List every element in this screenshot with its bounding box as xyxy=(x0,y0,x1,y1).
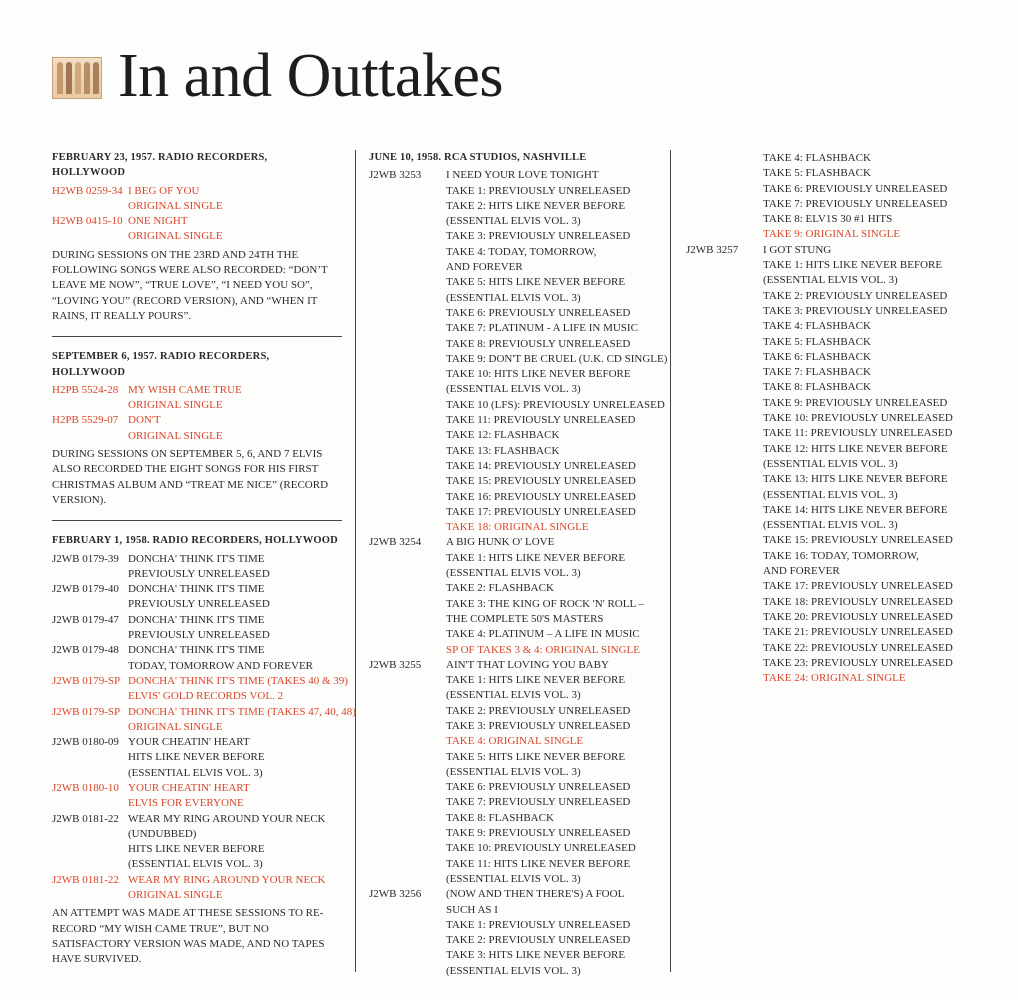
take-line: TAKE 2: HITS LIKE NEVER BEFORE xyxy=(446,199,626,212)
column-3 xyxy=(686,151,1006,686)
take-line: TAKE 11: HITS LIKE NEVER BEFORE xyxy=(446,857,631,870)
song-title: AIN'T THAT LOVING YOU BABY xyxy=(446,658,609,671)
release: ORIGINAL SINGLE xyxy=(128,199,223,212)
take-line: SP OF TAKES 3 & 4: ORIGINAL SINGLE xyxy=(446,643,640,656)
session-heading: JUNE 10, 1958. RCA STUDIOS, NASHVILLE xyxy=(369,152,587,163)
session-note: DURING SESSIONS ON THE 23RD AND 24TH THE FOLLOWING SONGS WERE ALSO RECORDED: “DON’T LEAVE ME NOW”, “TRUE LOVE”, “I NEED YOU SO”, “LOVING YOU” (RECORD VERSION), AND “WHEN IT RAINS, IT REALLY POURS”. xyxy=(52,248,328,322)
matrix-code: J2WB 0179-SP xyxy=(52,705,121,718)
release: (UNDUBBED) xyxy=(128,827,197,840)
take-line: TAKE 12: FLASHBACK xyxy=(446,429,560,442)
take-line: TAKE 3: PREVIOUSLY UNRELEASED xyxy=(446,719,631,732)
section-divider xyxy=(52,336,342,337)
matrix-code: J2WB 0180-10 xyxy=(52,781,119,794)
take-line: TAKE 13: FLASHBACK xyxy=(446,444,560,457)
matrix-code: J2WB 3253 xyxy=(369,169,422,182)
session-note: DURING SESSIONS ON SEPTEMBER 5, 6, AND 7 ELVIS ALSO RECORDED THE EIGHT SONGS FOR HIS FIRST CHRISTMAS ALBUM AND “TREAT ME NICE” (RECORD VERSION). xyxy=(52,448,329,506)
release: ELVIS FOR EVERYONE xyxy=(128,797,244,810)
take-line: TAKE 5: FLASHBACK xyxy=(763,335,871,348)
take-line: TAKE 21: PREVIOUSLY UNRELEASED xyxy=(763,626,953,639)
take-line: TAKE 10 (LFS): PREVIOUSLY UNRELEASED xyxy=(446,398,665,411)
song-title: DONCHA' THINK IT'S TIME (TAKES 47, 40, 48) xyxy=(128,705,356,718)
recording-entry xyxy=(52,582,342,613)
take-line: AND FOREVER xyxy=(763,565,840,578)
release: ORIGINAL SINGLE xyxy=(128,429,223,442)
take-line: (ESSENTIAL ELVIS VOL. 3) xyxy=(763,457,898,470)
recording-entry xyxy=(52,383,342,414)
take-line: TAKE 7: PREVIOUSLY UNRELEASED xyxy=(763,197,948,210)
song-title: ONE NIGHT xyxy=(128,215,188,228)
matrix-code: J2WB 0179-47 xyxy=(52,613,119,626)
song-title: I BEG OF YOU xyxy=(128,184,200,197)
take-line: (ESSENTIAL ELVIS VOL. 3) xyxy=(763,488,898,501)
matrix-code: J2WB 3257 xyxy=(686,243,739,256)
recording-entry xyxy=(52,812,342,873)
recording-entry xyxy=(52,674,348,705)
take-line: TAKE 1: PREVIOUSLY UNRELEASED xyxy=(446,918,631,931)
take-line: TAKE 11: PREVIOUSLY UNRELEASED xyxy=(446,414,636,427)
song-title: I GOT STUNG xyxy=(763,243,832,256)
matrix-code: J2WB 0181-22 xyxy=(52,812,119,825)
take-line: (ESSENTIAL ELVIS VOL. 3) xyxy=(446,215,581,228)
song-title: MY WISH CAME TRUE xyxy=(128,383,242,396)
take-line: TAKE 5: HITS LIKE NEVER BEFORE xyxy=(446,276,626,289)
take-line: TAKE 1: PREVIOUSLY UNRELEASED xyxy=(446,184,631,197)
take-line: TAKE 12: HITS LIKE NEVER BEFORE xyxy=(763,442,948,455)
take-line: TAKE 6: PREVIOUSLY UNRELEASED xyxy=(446,781,631,794)
recording-entry xyxy=(52,735,342,781)
take-line: TAKE 9: PREVIOUSLY UNRELEASED xyxy=(446,827,631,840)
take-line: TAKE 6: PREVIOUSLY UNRELEASED xyxy=(763,182,948,195)
take-line: TAKE 1: HITS LIKE NEVER BEFORE xyxy=(763,259,943,272)
take-line: TAKE 4: TODAY, TOMORROW, xyxy=(446,245,597,258)
song-title: YOUR CHEATIN' HEART xyxy=(128,736,250,749)
take-line: TAKE 16: TODAY, TOMORROW, xyxy=(763,549,919,562)
session-heading: FEBRUARY 23, 1957. RADIO RECORDERS, HOLLYWOOD xyxy=(52,152,268,179)
take-line: TAKE 8: FLASHBACK xyxy=(446,811,554,824)
release: PREVIOUSLY UNRELEASED xyxy=(128,629,270,642)
recording-entry xyxy=(369,887,669,979)
matrix-code: J2WB 0179-40 xyxy=(52,583,119,596)
take-line: TAKE 4: PLATINUM – A LIFE IN MUSIC xyxy=(446,628,640,641)
release: ORIGINAL SINGLE xyxy=(128,230,223,243)
recording-entry xyxy=(52,705,356,736)
section-divider xyxy=(52,520,342,521)
take-line: TAKE 5: HITS LIKE NEVER BEFORE xyxy=(446,750,626,763)
column-1 xyxy=(52,148,356,968)
take-line: TAKE 14: PREVIOUSLY UNRELEASED xyxy=(446,459,636,472)
take-line: TAKE 6: PREVIOUSLY UNRELEASED xyxy=(446,306,631,319)
release: ORIGINAL SINGLE xyxy=(128,889,223,902)
song-title: I NEED YOUR LOVE TONIGHT xyxy=(446,169,599,182)
take-line: TAKE 14: HITS LIKE NEVER BEFORE xyxy=(763,503,948,516)
column-divider xyxy=(670,150,671,972)
session-heading: SEPTEMBER 6, 1957. RADIO RECORDERS, HOLLYWOOD xyxy=(52,351,270,378)
take-line: TAKE 4: FLASHBACK xyxy=(763,320,871,333)
song-title: YOUR CHEATIN' HEART xyxy=(128,781,250,794)
take-line: (ESSENTIAL ELVIS VOL. 3) xyxy=(763,274,898,287)
take-line: (ESSENTIAL ELVIS VOL. 3) xyxy=(446,567,581,580)
take-line: TAKE 2: PREVIOUSLY UNRELEASED xyxy=(763,289,948,302)
take-line: TAKE 9: DON'T BE CRUEL (U.K. CD SINGLE) xyxy=(446,352,668,365)
matrix-code: H2PB 5529-07 xyxy=(52,414,119,427)
release: ELVIS' GOLD RECORDS VOL. 2 xyxy=(128,690,284,703)
matrix-code: J2WB 0179-39 xyxy=(52,552,119,565)
song-title: DONCHA' THINK IT'S TIME xyxy=(128,644,265,657)
take-line: TAKE 11: PREVIOUSLY UNRELEASED xyxy=(763,427,953,440)
recording-entry xyxy=(52,184,342,215)
take-line: TAKE 9: PREVIOUSLY UNRELEASED xyxy=(763,396,948,409)
release: TODAY, TOMORROW AND FOREVER xyxy=(128,659,314,672)
take-line: TAKE 2: PREVIOUSLY UNRELEASED xyxy=(446,704,631,717)
take-line: (ESSENTIAL ELVIS VOL. 3) xyxy=(763,519,898,532)
take-line: TAKE 2: FLASHBACK xyxy=(446,582,554,595)
song-title: WEAR MY RING AROUND YOUR NECK xyxy=(128,873,326,886)
release: HITS LIKE NEVER BEFORE xyxy=(128,751,265,764)
take-line: TAKE 15: PREVIOUSLY UNRELEASED xyxy=(763,534,953,547)
take-line: TAKE 16: PREVIOUSLY UNRELEASED xyxy=(446,490,636,503)
matrix-code: H2WB 0415-10 xyxy=(52,215,123,228)
take-line: TAKE 6: FLASHBACK xyxy=(763,350,871,363)
take-line: TAKE 17: PREVIOUSLY UNRELEASED xyxy=(446,505,636,518)
take-line: TAKE 23: PREVIOUSLY UNRELEASED xyxy=(763,656,953,669)
song-title: DONCHA' THINK IT'S TIME (TAKES 40 & 39) xyxy=(128,674,348,687)
take-line: TAKE 3: PREVIOUSLY UNRELEASED xyxy=(446,230,631,243)
take-line: TAKE 17: PREVIOUSLY UNRELEASED xyxy=(763,580,953,593)
song-title: DONCHA' THINK IT'S TIME xyxy=(128,583,265,596)
take-line: TAKE 7: PREVIOUSLY UNRELEASED xyxy=(446,796,631,809)
take-line: (ESSENTIAL ELVIS VOL. 3) xyxy=(446,872,581,885)
recording-entry xyxy=(52,552,342,583)
take-line: (ESSENTIAL ELVIS VOL. 3) xyxy=(446,765,581,778)
matrix-code: J2WB 3256 xyxy=(369,888,422,901)
matrix-code: J2WB 0179-48 xyxy=(52,644,119,657)
take-line: TAKE 2: PREVIOUSLY UNRELEASED xyxy=(446,934,631,947)
matrix-code: H2PB 5524-28 xyxy=(52,383,119,396)
matrix-code: H2WB 0259-34 xyxy=(52,184,123,197)
take-line: TAKE 22: PREVIOUSLY UNRELEASED xyxy=(763,641,953,654)
take-line: TAKE 5: FLASHBACK xyxy=(763,167,871,180)
take-line: TAKE 3: HITS LIKE NEVER BEFORE xyxy=(446,949,626,962)
recording-entry xyxy=(686,243,1006,687)
take-line: TAKE 15: PREVIOUSLY UNRELEASED xyxy=(446,475,636,488)
take-line: TAKE 20: PREVIOUSLY UNRELEASED xyxy=(763,610,953,623)
elvis-photo-thumbnail xyxy=(52,57,102,99)
take-line: TAKE 18: ORIGINAL SINGLE xyxy=(446,521,589,534)
take-line: TAKE 10: HITS LIKE NEVER BEFORE xyxy=(446,368,631,381)
recording-entry xyxy=(369,168,669,535)
matrix-code: J2WB 0179-SP xyxy=(52,674,121,687)
release: PREVIOUSLY UNRELEASED xyxy=(128,567,270,580)
matrix-code: J2WB 3255 xyxy=(369,658,422,671)
recording-entry xyxy=(686,151,1006,243)
recording-entry xyxy=(52,413,342,444)
take-line: TAKE 3: THE KING OF ROCK 'N' ROLL – xyxy=(446,597,645,610)
take-line: (ESSENTIAL ELVIS VOL. 3) xyxy=(446,689,581,702)
take-line: TAKE 7: PLATINUM - A LIFE IN MUSIC xyxy=(446,322,638,335)
recording-entry xyxy=(369,658,669,887)
matrix-code: J2WB 3254 xyxy=(369,536,422,549)
column-2 xyxy=(369,148,669,979)
session-heading: FEBRUARY 1, 1958. RADIO RECORDERS, HOLLYWOOD xyxy=(52,535,338,547)
release: ORIGINAL SINGLE xyxy=(128,399,223,412)
take-line: TAKE 4: FLASHBACK xyxy=(763,152,871,164)
take-line: TAKE 10: PREVIOUSLY UNRELEASED xyxy=(763,412,953,425)
song-title: DONCHA' THINK IT'S TIME xyxy=(128,613,265,626)
take-line: AND FOREVER xyxy=(446,261,523,274)
take-line: TAKE 18: PREVIOUSLY UNRELEASED xyxy=(763,595,953,608)
song-title: DONCHA' THINK IT'S TIME xyxy=(128,552,265,565)
release: (ESSENTIAL ELVIS VOL. 3) xyxy=(128,858,263,871)
matrix-code: J2WB 0181-22 xyxy=(52,873,119,886)
song-title: DON'T xyxy=(128,414,161,427)
take-line: TAKE 1: HITS LIKE NEVER BEFORE xyxy=(446,551,626,564)
recording-entry xyxy=(52,781,342,812)
recording-entry xyxy=(369,535,669,657)
take-line: THE COMPLETE 50'S MASTERS xyxy=(446,612,604,625)
take-line: TAKE 4: ORIGINAL SINGLE xyxy=(446,735,584,748)
take-line: TAKE 24: ORIGINAL SINGLE xyxy=(763,672,906,685)
recording-entry xyxy=(52,214,342,245)
take-line: (ESSENTIAL ELVIS VOL. 3) xyxy=(446,383,581,396)
recording-entry xyxy=(52,613,342,644)
take-line: SUCH AS I xyxy=(446,903,498,916)
page-title: In and Outtakes xyxy=(118,42,504,110)
take-line: TAKE 8: PREVIOUSLY UNRELEASED xyxy=(446,337,631,350)
take-line: TAKE 8: FLASHBACK xyxy=(763,381,871,394)
recording-entry xyxy=(52,873,342,904)
song-title: A BIG HUNK O' LOVE xyxy=(446,536,555,549)
release: HITS LIKE NEVER BEFORE xyxy=(128,843,265,856)
release: ORIGINAL SINGLE xyxy=(128,720,223,733)
recording-entry xyxy=(52,643,342,674)
release: (ESSENTIAL ELVIS VOL. 3) xyxy=(128,766,263,779)
release: PREVIOUSLY UNRELEASED xyxy=(128,598,270,611)
take-line: TAKE 13: HITS LIKE NEVER BEFORE xyxy=(763,473,948,486)
song-title: (NOW AND THEN THERE'S) A FOOL xyxy=(446,888,625,901)
take-line: TAKE 10: PREVIOUSLY UNRELEASED xyxy=(446,842,636,855)
session-note: AN ATTEMPT WAS MADE AT THESE SESSIONS TO RE-RECORD “MY WISH CAME TRUE”, BUT NO SATISFACTORY VERSION WAS MADE, AND NO TAPES HAVE SURVIVED. xyxy=(52,907,325,966)
take-line: TAKE 7: FLASHBACK xyxy=(763,366,871,379)
matrix-code: J2WB 0180-09 xyxy=(52,736,119,749)
column-divider xyxy=(355,150,356,972)
matrix-code xyxy=(686,151,763,243)
take-line: TAKE 3: PREVIOUSLY UNRELEASED xyxy=(763,304,948,317)
take-line: TAKE 9: ORIGINAL SINGLE xyxy=(763,228,901,241)
take-line: (ESSENTIAL ELVIS VOL. 3) xyxy=(446,291,581,304)
take-line: TAKE 8: ELV1S 30 #1 HITS xyxy=(763,213,893,226)
take-line: (ESSENTIAL ELVIS VOL. 3) xyxy=(446,964,581,977)
take-line: TAKE 1: HITS LIKE NEVER BEFORE xyxy=(446,674,626,687)
song-title: WEAR MY RING AROUND YOUR NECK xyxy=(128,812,326,825)
